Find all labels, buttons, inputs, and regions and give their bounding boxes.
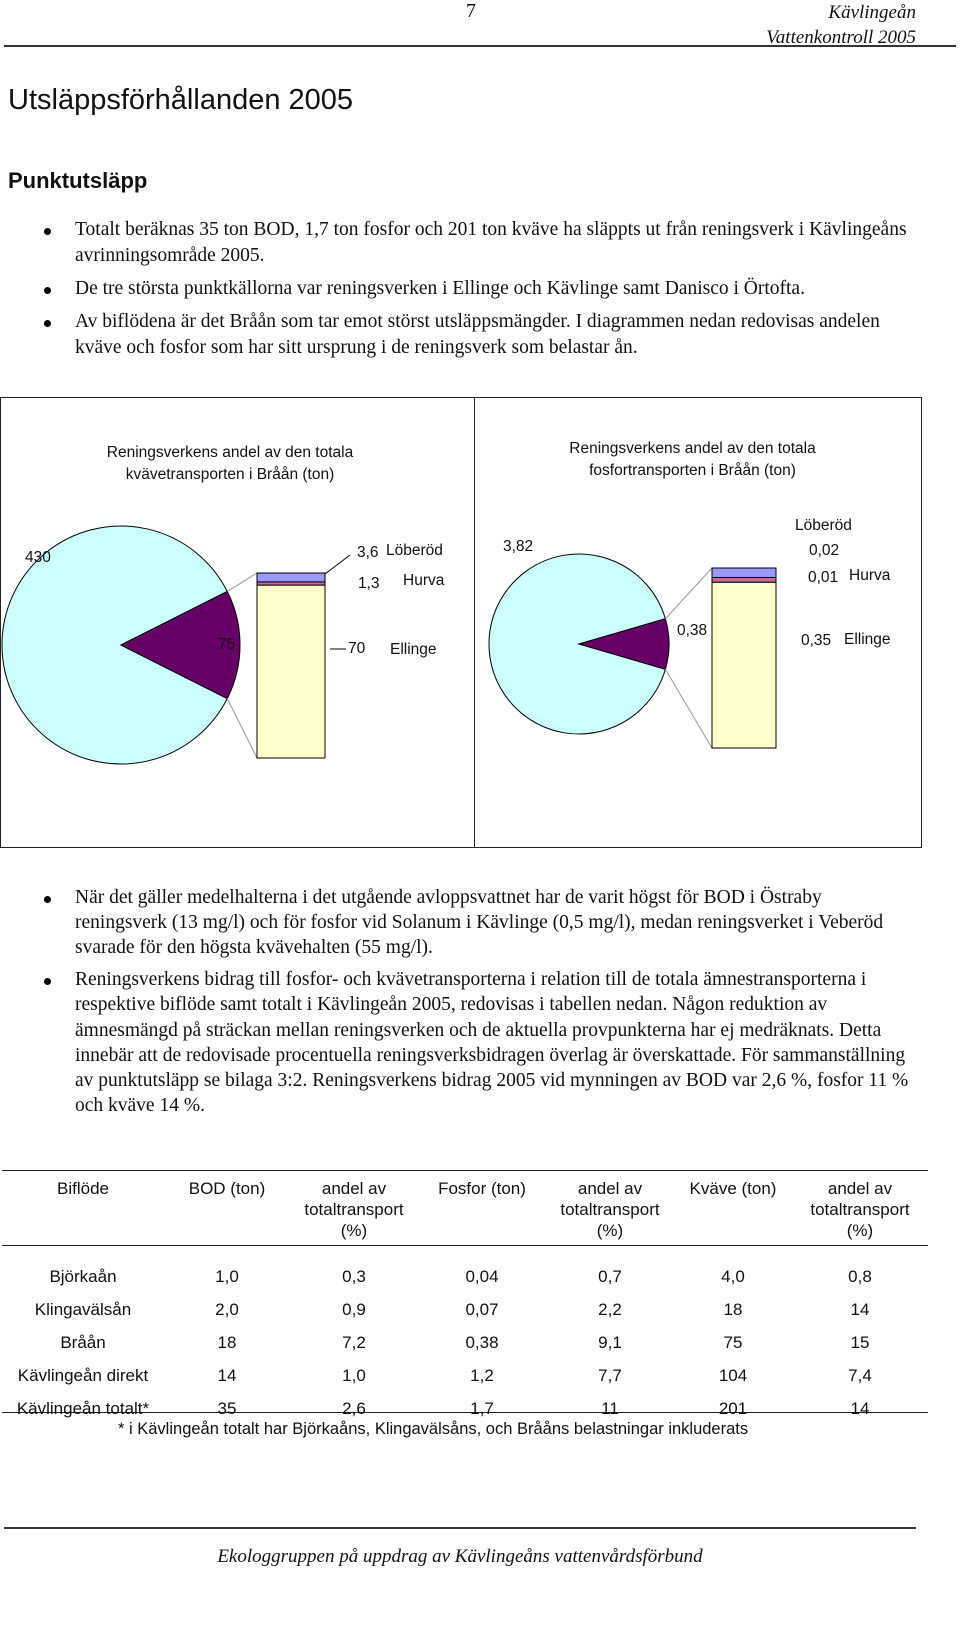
table-cell: 9,1 <box>598 1332 622 1352</box>
table-cell: 0,07 <box>465 1299 499 1319</box>
column-header: Fosfor (ton) <box>438 1179 526 1198</box>
table-cell: 14 <box>217 1365 237 1385</box>
bar-name-loberod: Löberöd <box>386 542 443 559</box>
table-cell: Björkaån <box>49 1266 117 1286</box>
table-cell: 0,3 <box>342 1266 366 1286</box>
bar-value-ellinge: 0,35 <box>801 632 832 649</box>
pie-label-wwtp: 75 <box>218 636 236 653</box>
table-cell: 7,4 <box>848 1365 872 1385</box>
table-cell: 75 <box>723 1332 743 1352</box>
table-cell: 7,7 <box>598 1365 622 1385</box>
chart-title-line: kvävetransporten i Bråån (ton) <box>125 466 335 483</box>
list-item-text: Totalt beräknas 35 ton BOD, 1,7 ton fosfor och 201 ton kväve ha släppts ut från reningsverk i Kävlingeåns avrinningsområde 2005. <box>75 219 907 266</box>
bullet-icon <box>44 978 51 985</box>
bar-value-ellinge: 70 <box>348 640 366 657</box>
table-header-row <box>2 1178 928 1245</box>
table-top-rule <box>2 1170 928 1171</box>
table-cell: 0,04 <box>465 1266 499 1286</box>
connector-line <box>227 573 257 591</box>
bar-segment-ellinge <box>257 585 325 758</box>
table-cell: 1,0 <box>215 1266 239 1286</box>
table-cell: 0,7 <box>598 1266 622 1286</box>
table-row <box>2 1359 928 1392</box>
bar-value-loberod: 3,6 <box>357 544 379 561</box>
running-header-subtitle: Vattenkontroll 2005 <box>766 27 916 48</box>
bar-value-hurva: 0,01 <box>808 569 839 586</box>
table-cell: 7,2 <box>342 1332 366 1352</box>
bar-segment-hurva <box>712 577 776 582</box>
page-footer: Ekologgruppen på uppdrag av Kävlingeåns vattenvårdsförbund <box>217 1546 703 1567</box>
list-item-text: När det gäller medelhalterna i det utgående avloppsvattnet har de varit högst för BOD i Östraby reningsverk (13 mg/l) och för fosfor vid Solanum i Kävlinge (0,5 mg/l), medan reningsverket i Veberöd svarade för den högsta kvävehalten (55 mg/l). <box>75 887 884 958</box>
table-cell: 2,2 <box>598 1299 622 1319</box>
table-cell: 1,7 <box>470 1398 494 1418</box>
page-number: 7 <box>466 0 476 22</box>
table-cell: Klingavälsån <box>34 1299 132 1319</box>
table-cell: 201 <box>718 1398 748 1418</box>
table-cell: 104 <box>718 1365 748 1385</box>
bar-name-ellinge: Ellinge <box>844 631 891 648</box>
footer-rule <box>4 1527 916 1529</box>
column-header: andel av totaltransport (%) <box>560 1179 660 1240</box>
pie-label-rest: 430 <box>25 549 51 566</box>
leader-line <box>325 555 350 574</box>
table-row <box>2 1260 928 1293</box>
table-footnote: * i Kävlingeån totalt har Björkaåns, Klingavälsåns, och Brååns belastningar inkluderats <box>118 1420 749 1438</box>
table-cell: 14 <box>850 1398 870 1418</box>
column-header: BOD (ton) <box>188 1179 266 1198</box>
bar-name-ellinge: Ellinge <box>390 641 437 658</box>
table-cell: 1,0 <box>342 1365 366 1385</box>
pie-label-wwtp: 0,38 <box>677 622 708 639</box>
chart-title-line: Reningsverkens andel av den totala <box>106 444 354 461</box>
bar-value-hurva: 1,3 <box>358 575 380 592</box>
bar-value-loberod: 0,02 <box>809 542 840 559</box>
table-row <box>2 1326 928 1359</box>
list-item-text: Reningsverkens bidrag till fosfor- och kvävetransporterna i relation till de totala ämnestransporterna i respektive biflöde samt totalt i Kävlingeån 2005, redovisas i tabellen nedan. Någon reduktion av ämnesmängd på sträckan mellan reningsverken och de aktuella provpunkterna har ej medräknats. Detta innebär att de redovisade procentuella reningsverksbidragen överlag är överskattade. För sammanställning av punktutsläpp se bilaga 3:2. Reningsverkens bidrag 2005 vid mynningen av BOD var 2,6 %, fosfor 11 % och kväve 14 %. <box>75 969 909 1117</box>
data-table <box>2 1178 928 1425</box>
table-cell: Kävlingeån direkt <box>17 1365 149 1385</box>
connector-line <box>227 699 257 758</box>
list-item <box>0 885 915 960</box>
table-cell: 15 <box>850 1332 870 1352</box>
table-cell: 11 <box>601 1398 619 1418</box>
bar-name-hurva: Hurva <box>849 567 891 584</box>
table-cell: Kävlingeån totalt* <box>16 1398 150 1418</box>
bar-segment-loberod <box>257 573 325 582</box>
bar-segment-ellinge <box>712 582 776 748</box>
running-header-title: Kävlingeån <box>828 2 916 23</box>
table-cell: 0,38 <box>465 1332 499 1352</box>
table-cell: 18 <box>723 1299 743 1319</box>
pie-label-rest: 3,82 <box>503 538 534 555</box>
bullet-icon <box>44 896 51 903</box>
table-cell: 0,9 <box>342 1299 366 1319</box>
bar-name-hurva: Hurva <box>403 572 445 589</box>
column-header: Kväve (ton) <box>689 1179 777 1198</box>
table-cell: 18 <box>217 1332 237 1352</box>
table-cell: 2,6 <box>342 1398 366 1418</box>
list-item-text: Av biflödena är det Bråån som tar emot störst utsläppsmängder. I diagrammen nedan redovisas andelen kväve och fosfor som har sitt ursprung i de reningsverk som belastar ån. <box>75 311 880 358</box>
page-title: Utsläppsförhållanden 2005 <box>8 84 354 116</box>
table-cell: 2,0 <box>215 1299 239 1319</box>
chart-title-line: fosfortransporten i Bråån (ton) <box>589 462 796 479</box>
table-cell: Bråån <box>60 1332 106 1352</box>
table-cell: 35 <box>217 1398 237 1418</box>
list-item <box>0 967 915 1119</box>
bar-segment-loberod <box>712 568 776 577</box>
table-cell: 14 <box>850 1299 870 1319</box>
column-header: andel av totaltransport (%) <box>810 1179 910 1240</box>
table-cell: 4,0 <box>721 1266 745 1286</box>
table-cell: 0,8 <box>848 1266 872 1286</box>
connector-line <box>665 568 712 619</box>
bar-name-loberod: Löberöd <box>795 517 852 534</box>
bottom-bullet-list <box>0 885 915 1126</box>
section-heading: Punktutsläpp <box>8 168 148 193</box>
column-header: Biflöde <box>57 1179 109 1198</box>
column-header: andel av totaltransport (%) <box>304 1179 404 1240</box>
connector-line <box>665 669 712 748</box>
chart-title-line: Reningsverkens andel av den totala <box>569 440 816 457</box>
table-cell: 1,2 <box>470 1365 494 1385</box>
table-row <box>2 1293 928 1326</box>
list-item-text: De tre största punktkällorna var reningsverken i Ellinge och Kävlinge samt Danisco i Örtofta. <box>75 278 805 299</box>
